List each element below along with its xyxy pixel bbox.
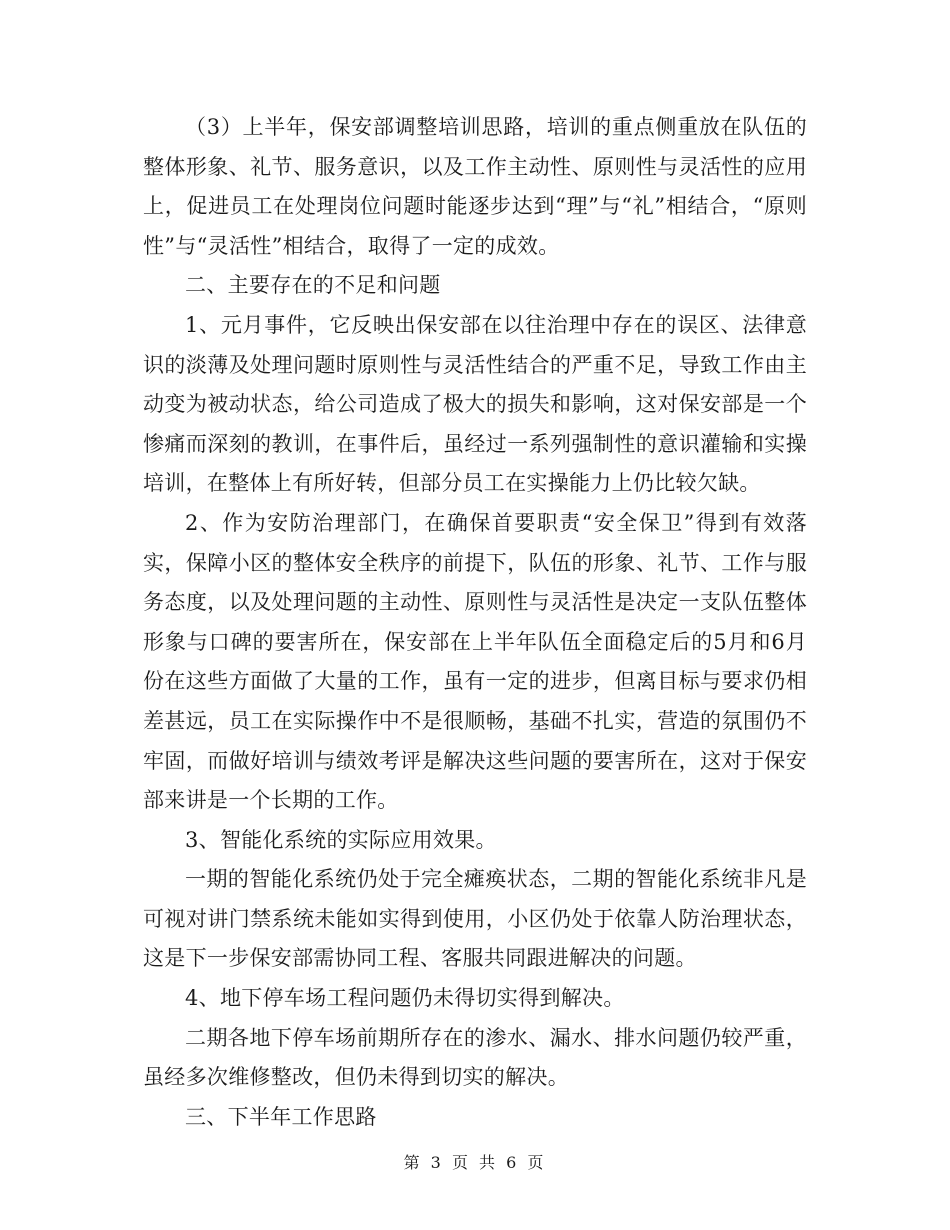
paragraph-january-incident: 1、元月事件，它反映出保安部在以往治理中存在的误区、法律意识的淡薄及处理问题时原则性与灵活性结合的严重不足，导致工作由主动变为被动状态，给公司造成了极大的损失和影响，这对保安部是一个惨痛而深刻的教训，在事件后，虽经过一系列强制性的意识灌输和实操培训，在整体上有所好转，但部分员工在实操能力上仍比较欠缺。 — [143, 312, 807, 496]
subheading-intelligent-system: 3、智能化系统的实际应用效果。 — [185, 827, 497, 852]
document-body — [143, 108, 807, 1137]
section-heading-problems: 二、主要存在的不足和问题 — [185, 273, 441, 298]
page-footer: 第 3 页 共 6 页 — [403, 1153, 547, 1172]
paragraph-training-approach: （3）上半年，保安部调整培训思路，培训的重点侧重放在队伍的整体形象、礼节、服务意识，以及工作主动性、原则性与灵活性的应用上，促进员工在处理岗位问题时能逐步达到“理”与“礼”相结合，“原则性”与“灵活性”相结合，取得了一定的成效。 — [143, 115, 807, 258]
paragraph-security-department-role: 2、作为安防治理部门，在确保首要职责“安全保卫”得到有效落实，保障小区的整体安全秩序的前提下，队伍的形象、礼节、工作与服务态度，以及处理问题的主动性、原则性与灵活性是决定一支队伍整体形象与口碑的要害所在，保安部在上半年队伍全面稳定后的5月和6月份在这些方面做了大量的工作，虽有一定的进步，但离目标与要求仍相差甚远，员工在实际操作中不是很顺畅，基础不扎实，营造的氛围仍不牢固，而做好培训与绩效考评是解决这些问题的要害所在，这对于保安部来讲是一个长期的工作。 — [143, 510, 807, 813]
paragraph-intelligent-system: 一期的智能化系统仍处于完全瘫痪状态，二期的智能化系统非凡是可视对讲门禁系统未能如实得到使用，小区仍处于依靠人防治理状态，这是下一步保安部需协同工程、客服共同跟进解决的问题。 — [143, 867, 807, 971]
paragraph-parking-issues: 二期各地下停车场前期所存在的渗水、漏水、排水问题仍较严重，虽经多次维修整改，但仍未得到切实的解决。 — [143, 1025, 807, 1090]
subheading-parking-issues: 4、地下停车场工程问题仍未得切实得到解决。 — [185, 986, 625, 1011]
section-heading-second-half-plan: 三、下半年工作思路 — [185, 1104, 377, 1129]
